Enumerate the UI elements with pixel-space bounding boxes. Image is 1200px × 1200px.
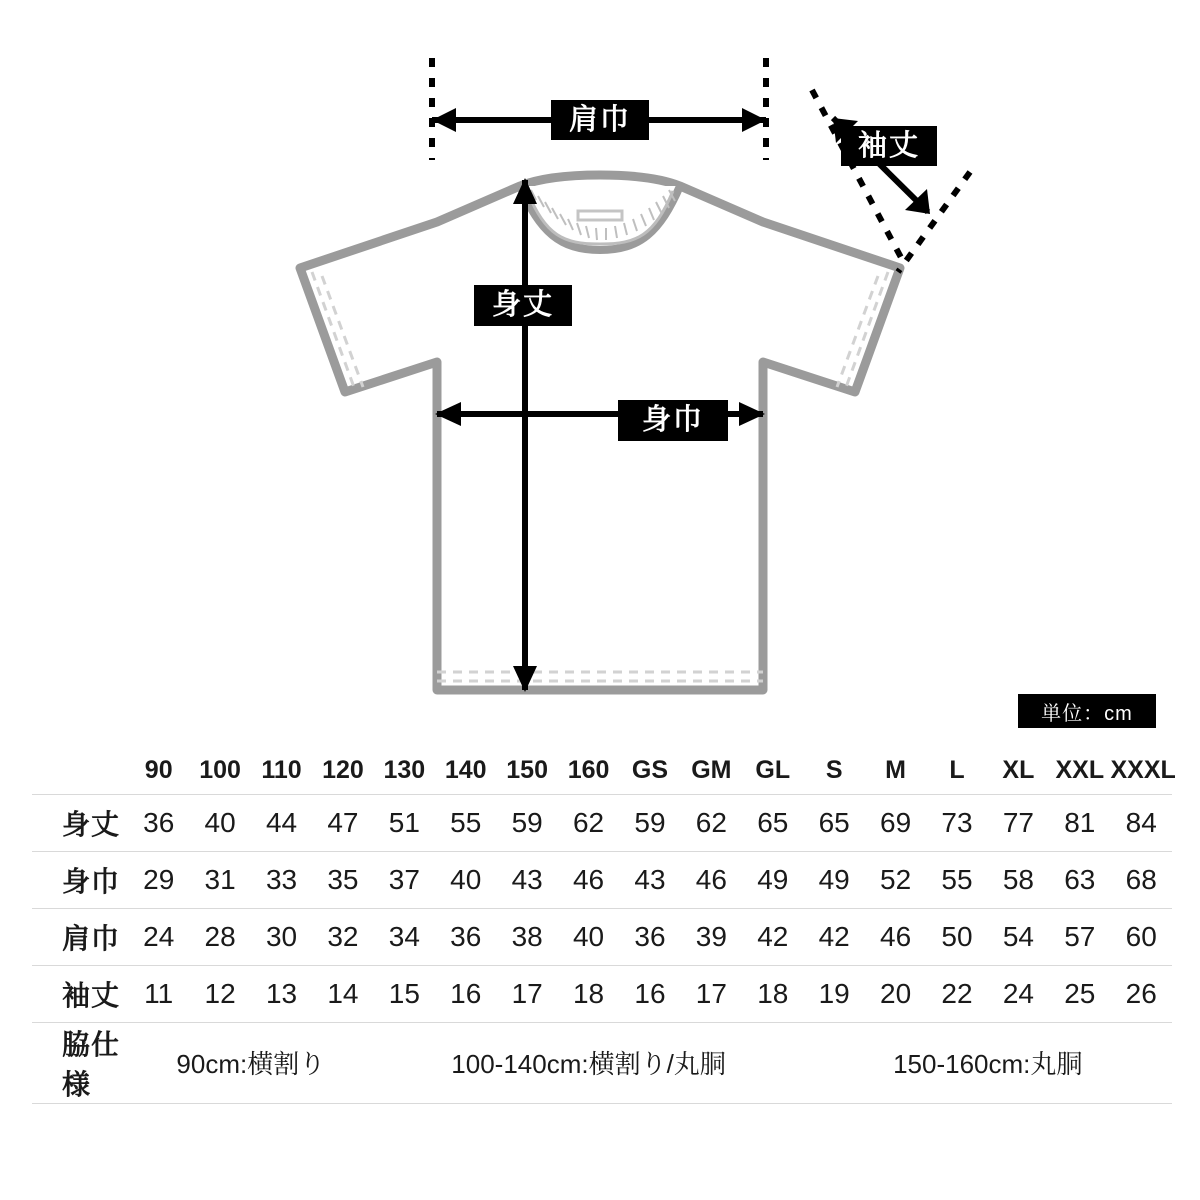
table-row (32, 965, 1172, 1022)
cell: 31 (204, 863, 236, 895)
cell: 34 (388, 920, 420, 952)
col-header: 120 (322, 756, 364, 785)
cell: 55 (941, 863, 973, 895)
size-table (32, 748, 1176, 1104)
cell: 46 (695, 863, 727, 895)
row-header-body-width: 身巾 (62, 865, 121, 897)
col-header: GS (631, 756, 669, 785)
cell: 42 (757, 920, 789, 952)
cell: 37 (388, 863, 420, 895)
cell: 63 (1064, 863, 1096, 895)
cell: 20 (880, 977, 912, 1009)
cell: 22 (941, 977, 973, 1009)
cell: 44 (265, 806, 298, 838)
row-header-shoulder-width: 肩巾 (62, 922, 121, 954)
cell: 81 (1064, 806, 1096, 838)
col-header: 110 (261, 756, 302, 785)
cell: 35 (327, 863, 359, 895)
cell: 17 (695, 977, 727, 1009)
col-header: 160 (567, 756, 610, 785)
col-header: 140 (444, 756, 487, 785)
cell: 28 (204, 920, 236, 952)
cell: 69 (880, 806, 912, 838)
cell: 32 (327, 920, 359, 952)
cell: 11 (144, 977, 174, 1009)
col-header: XL (1002, 756, 1035, 785)
cell: 29 (143, 863, 175, 895)
cell: 46 (572, 863, 605, 895)
row-header-sleeve-length: 袖丈 (62, 979, 121, 1011)
cell: 24 (1002, 977, 1034, 1009)
label-body-width: 身巾 (618, 400, 728, 441)
side-spec-note: 90cm:横割り (176, 1049, 326, 1079)
cell: 40 (572, 920, 605, 952)
cell: 46 (880, 920, 912, 952)
cell: 55 (450, 806, 482, 838)
cell: 77 (1002, 806, 1034, 838)
cell: 26 (1125, 977, 1157, 1009)
cell: 49 (757, 863, 789, 895)
cell: 25 (1064, 977, 1096, 1009)
cell: 52 (880, 863, 912, 895)
label-body-length: 身丈 (474, 285, 572, 326)
cell: 39 (695, 920, 727, 952)
cell: 33 (265, 863, 298, 895)
table-row (32, 794, 1172, 851)
cell: 38 (511, 920, 543, 952)
cell: 68 (1125, 863, 1157, 895)
cell: 59 (511, 806, 543, 838)
cell: 60 (1125, 920, 1157, 952)
cell: 40 (450, 863, 482, 895)
cell: 30 (265, 920, 298, 952)
cell: 57 (1064, 920, 1096, 952)
col-header: L (949, 756, 965, 785)
cell: 36 (634, 920, 666, 952)
cell: 51 (388, 806, 420, 838)
cell: 16 (450, 977, 482, 1009)
col-header: XXXL (1110, 756, 1176, 785)
cell: 13 (265, 977, 298, 1009)
cell: 54 (1002, 920, 1034, 952)
side-spec-note: 100-140cm:横割り/丸胴 (451, 1049, 726, 1079)
col-header: 150 (506, 756, 548, 785)
cell: 65 (818, 806, 850, 838)
cell: 12 (204, 977, 236, 1009)
cell: 43 (511, 863, 543, 895)
table-header-row (32, 748, 1172, 794)
cell: 50 (941, 920, 973, 952)
cell: 65 (757, 806, 789, 838)
cell: 62 (572, 806, 605, 838)
cell: 73 (941, 806, 973, 838)
table-row-side-spec (32, 1022, 1172, 1103)
col-header: 90 (144, 756, 173, 785)
cell: 36 (450, 920, 482, 952)
cell: 18 (572, 977, 605, 1009)
table-row (32, 908, 1172, 965)
label-shoulder-width: 肩巾 (551, 100, 649, 140)
side-spec-note: 150-160cm:丸胴 (893, 1049, 1083, 1079)
cell: 40 (204, 806, 236, 838)
cell: 84 (1125, 806, 1157, 838)
cell: 15 (388, 977, 420, 1009)
table-row (32, 851, 1172, 908)
col-header: S (825, 756, 843, 785)
col-header: GL (755, 756, 791, 785)
cell: 36 (143, 806, 175, 838)
col-header: GM (691, 756, 732, 785)
cell: 62 (695, 806, 727, 838)
cell: 24 (143, 920, 175, 952)
cell: 42 (818, 920, 850, 952)
cell: 18 (757, 977, 789, 1009)
table-corner-cell (32, 748, 128, 794)
tshirt-outline-icon (300, 175, 900, 690)
cell: 49 (818, 863, 850, 895)
col-header: XXL (1055, 756, 1105, 785)
col-header: M (885, 756, 906, 785)
cell: 43 (634, 863, 666, 895)
cell: 58 (1002, 863, 1034, 895)
row-header-side-spec: 脇仕様 (62, 1028, 121, 1100)
cell: 17 (511, 977, 543, 1009)
cell: 14 (327, 977, 359, 1009)
label-sleeve-length: 袖丈 (841, 126, 937, 166)
col-header: 130 (383, 756, 426, 785)
row-header-body-length: 身丈 (62, 808, 121, 840)
col-header: 100 (199, 756, 241, 785)
cell: 16 (634, 977, 666, 1009)
unit-badge: 単位：cm (1018, 694, 1156, 728)
cell: 19 (818, 977, 850, 1009)
cell: 59 (634, 806, 666, 838)
size-table-wrapper (0, 748, 1200, 1104)
cell: 47 (327, 806, 359, 838)
